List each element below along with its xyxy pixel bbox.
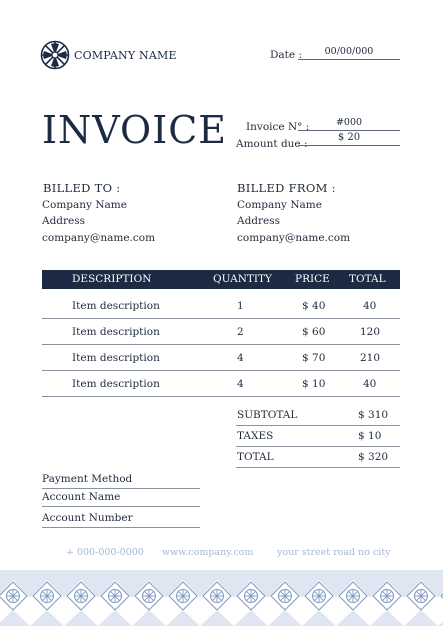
company-name: COMPANY NAME <box>74 49 177 62</box>
billed-to-email: company@name.com <box>42 232 156 244</box>
total-label: TOTAL <box>237 451 274 463</box>
row-total: 120 <box>360 326 381 338</box>
pattern-tile <box>166 570 200 626</box>
row-total: 210 <box>360 352 381 364</box>
footer-website[interactable]: www.company.com <box>162 547 254 558</box>
pattern-tile <box>98 570 132 626</box>
account-number-label: Account Number <box>42 512 133 524</box>
pattern-tile <box>0 570 30 626</box>
total-row <box>236 447 400 468</box>
subtotal-label: SUBTOTAL <box>237 409 298 421</box>
billed-to-title: BILLED TO : <box>43 181 121 195</box>
row-price: $ 60 <box>302 326 326 338</box>
row-description: Item description <box>72 300 160 312</box>
row-quantity: 4 <box>237 378 244 390</box>
header-price: PRICE <box>295 273 330 285</box>
billed-from-address: Address <box>237 215 281 227</box>
pattern-tile <box>336 570 370 626</box>
header-total: TOTAL <box>349 273 386 285</box>
footer-address: your street road no city <box>277 547 391 558</box>
account-number-row <box>42 509 200 528</box>
table-row <box>42 370 400 397</box>
date-label: Date : <box>270 49 302 61</box>
payment-method-label: Payment Method <box>42 473 133 485</box>
account-name-label: Account Name <box>42 491 121 503</box>
pattern-tile <box>268 570 302 626</box>
subtotal-value: $ 310 <box>358 409 389 421</box>
pattern-tile <box>132 570 166 626</box>
payment-method-row <box>42 470 200 489</box>
pattern-tile <box>64 570 98 626</box>
taxes-label: TAXES <box>237 430 274 442</box>
row-total: 40 <box>363 300 377 312</box>
amount-due-label: Amount due : <box>236 138 308 150</box>
billed-from-name: Company Name <box>237 199 322 211</box>
table-row <box>42 292 400 319</box>
pattern-tile <box>370 570 404 626</box>
row-price: $ 40 <box>302 300 326 312</box>
row-description: Item description <box>72 352 160 364</box>
pattern-tile <box>200 570 234 626</box>
row-price: $ 70 <box>302 352 326 364</box>
company-logo-icon <box>40 40 70 70</box>
total-value: $ 320 <box>358 451 389 463</box>
subtotal-row <box>236 405 400 426</box>
header-description: DESCRIPTION <box>72 273 152 285</box>
account-name-row <box>42 488 200 507</box>
row-quantity: 4 <box>237 352 244 364</box>
billed-from-title: BILLED FROM : <box>237 181 336 195</box>
billed-to-name: Company Name <box>42 199 127 211</box>
header-quantity: QUANTITY <box>213 273 272 285</box>
pattern-tile <box>234 570 268 626</box>
billed-to-address: Address <box>42 215 86 227</box>
taxes-value: $ 10 <box>358 430 382 442</box>
date-value: 00/00/000 <box>298 46 400 60</box>
invoice-number-label: Invoice N° : <box>246 121 310 133</box>
pattern-tile <box>438 570 443 626</box>
row-quantity: 2 <box>237 326 244 338</box>
taxes-row <box>236 426 400 447</box>
pattern-tile <box>302 570 336 626</box>
row-quantity: 1 <box>237 300 244 312</box>
pattern-tile <box>404 570 438 626</box>
billed-from-email: company@name.com <box>237 232 351 244</box>
row-price: $ 10 <box>302 378 326 390</box>
row-total: 40 <box>363 378 377 390</box>
row-description: Item description <box>72 378 160 390</box>
pattern-tile <box>30 570 64 626</box>
table-row <box>42 318 400 345</box>
table-row <box>42 344 400 371</box>
row-description: Item description <box>72 326 160 338</box>
invoice-number-value: #000 <box>298 117 400 131</box>
amount-due-value: $ 20 <box>298 132 400 146</box>
page-title: INVOICE <box>42 108 228 152</box>
decorative-pattern <box>0 570 443 626</box>
items-table-header <box>42 270 400 289</box>
footer-phone: + 000-000-0000 <box>66 547 144 558</box>
